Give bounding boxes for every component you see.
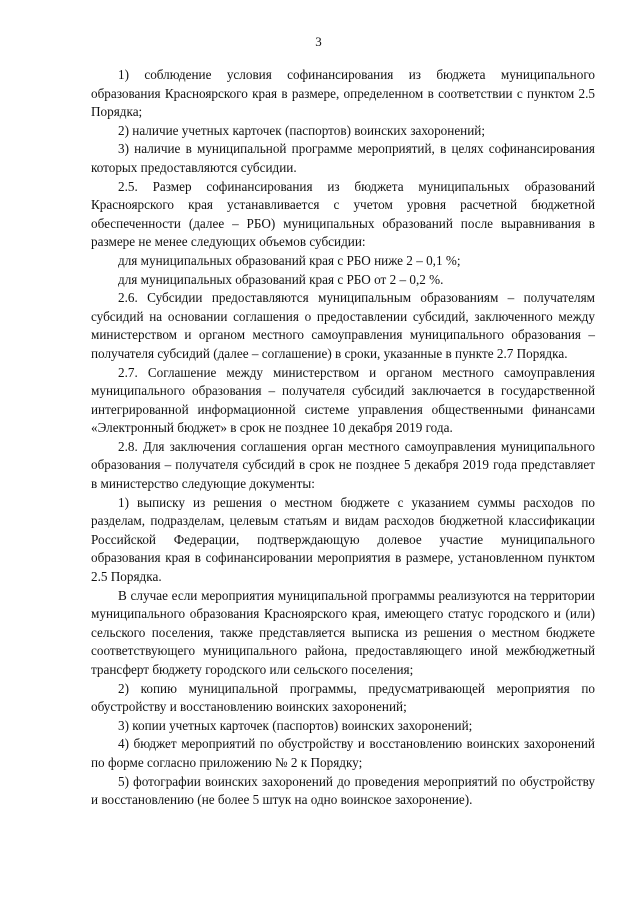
paragraph-rbo-from-2: для муниципальных образований края с РБО от 2 – 0,2 %.: [118, 271, 444, 287]
paragraph-2-5: 2.5. Размер софинансирования из бюджета муниципальных образований Красноярского края устанавливается с учетом уровня расчетной бюджетной обеспеченности (далее – РБО) муниципальных образований после выравнивания в размере не менее следующих объемов субсидии:: [91, 178, 595, 250]
paragraph-doc-2: 2) копию муниципальной программы, предусматривающей мероприятия по обустройству и восстановлению воинских захоронений;: [91, 680, 595, 715]
paragraph-2-6: 2.6. Субсидии предоставляются муниципальным образованиям – получателям субсидий на основании соглашения о предоставлении субсидий, заключенного между министерством и органом местного самоуправления муниципального образования – получателя субсидий (далее – соглашение) в сроки, указанные в пункте 2.7 Порядка.: [91, 290, 595, 361]
document-body: [91, 66, 595, 810]
paragraph-2-7: 2.7. Соглашение между министерством и органом местного самоуправления муниципального образования – получателя субсидий заключается в государственной интегрированной информационной системе управления общественными финансами «Электронный бюджет» в срок не позднее 10 декабря 2019 года.: [91, 364, 595, 436]
paragraph-1-2: 2) наличие учетных карточек (паспортов) воинских захоронений;: [118, 122, 486, 138]
paragraph-doc-5: 5) фотографии воинских захоронений до проведения мероприятий по обустройству и восстановлению (не более 5 штук на одно воинское захоронение).: [91, 773, 595, 808]
paragraph-settlement-case: В случае если мероприятия муниципальной программы реализуются на территории муниципального образования Красноярского края, имеющего статус городского и (или) сельского поселения, также представляется выписка из решения о местном бюджете соответствующего муниципального района, предоставляющего иной межбюджетный трансферт бюджету городского или сельского поселения;: [91, 587, 595, 677]
paragraph-doc-4: 4) бюджет мероприятий по обустройству и восстановлению воинских захоронений по форме согласно приложению № 2 к Порядку;: [91, 736, 595, 770]
paragraph-rbo-below-2: для муниципальных образований края с РБО ниже 2 – 0,1 %;: [118, 252, 461, 268]
paragraph-doc-3: 3) копии учетных карточек (паспортов) воинских захоронений;: [118, 717, 473, 733]
paragraph-1-3: 3) наличие в муниципальной программе мероприятий, в целях софинансирования которых предоставляются субсидии.: [91, 141, 595, 175]
paragraph-2-8: 2.8. Для заключения соглашения орган местного самоуправления муниципального образования – получателя субсидий в срок не позднее 5 декабря 2019 года представляет в министерство следующие документы:: [91, 438, 595, 492]
page-number: 3: [315, 34, 322, 49]
paragraph-1-1: 1) соблюдение условия софинансирования из бюджета муниципального образования Красноярского края в размере, определенном в соответствии с пунктом 2.5 Порядка;: [91, 67, 595, 120]
paragraph-doc-1: 1) выписку из решения о местном бюджете с указанием суммы расходов по разделам, подразделам, целевым статьям и видам расходов бюджетной классификации Российской Федерации, подтверждающую долевое участие муниципального образования края в софинансировании мероприятия в размере, установленном пунктом 2.5 Порядка.: [91, 494, 595, 585]
